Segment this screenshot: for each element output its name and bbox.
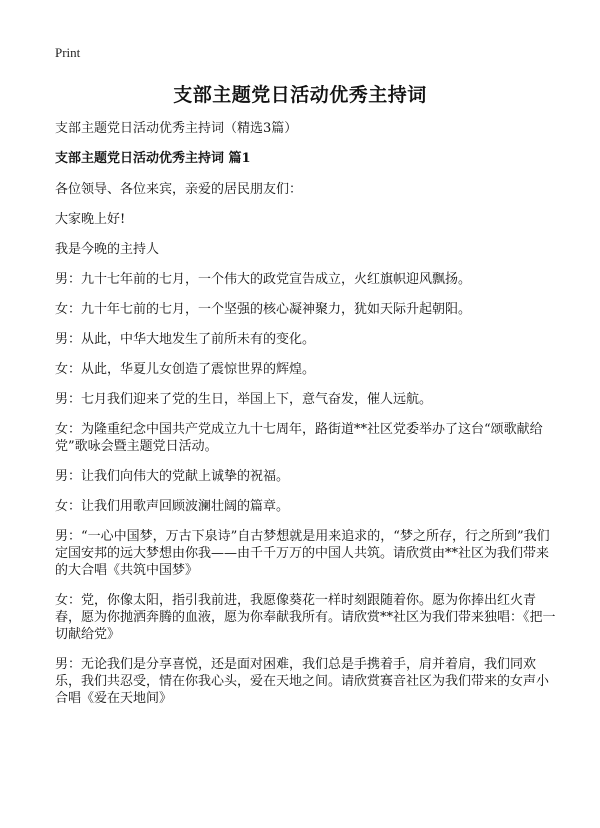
paragraph-host-intro: 我是今晚的主持人 xyxy=(55,242,160,257)
paragraph-female-1: 女：九十年七前的七月，一个坚强的核心凝神聚力，犹如天际升起朝阳。 xyxy=(55,302,472,317)
paragraph-female-3: 女：为隆重纪念中国共产党成立九十七周年，路街道**社区党委举办了这台“颂歌献给党”歌咏会暨主题党日活动。 xyxy=(55,422,543,454)
section-heading: 支部主题党日活动优秀主持词 篇1 xyxy=(55,151,251,166)
paragraph-female-5: 女：党，你像太阳，指引我前进，我愿像葵花一样时刻跟随着你。愿为你捧出红火青春，愿为你抛洒奔腾的血液，愿为你奉献我所有。请欣赏**社区为我们带来独唱：《把一切献给党》 xyxy=(55,593,556,642)
paragraph-male-3: 男：七月我们迎来了党的生日，举国上下，意气奋发，催人远航。 xyxy=(55,392,433,407)
document-title: 支部主题党日活动优秀主持词 xyxy=(173,84,427,106)
document-subtitle: 支部主题党日活动优秀主持词（精选3篇） xyxy=(55,121,298,136)
paragraph-male-1: 男：九十七年前的七月，一个伟大的政党宣告成立，火红旗帜迎风飘扬。 xyxy=(55,272,472,287)
paragraph-male-6: 男：无论我们是分享喜悦，还是面对困难，我们总是手携着手，肩并着肩，我们同欢乐，我们共忍受，情在你我心头，爱在天地之间。请欣赏赛音社区为我们带来的女声小合唱《爱在天地间》 xyxy=(55,657,550,706)
paragraph-male-5: 男：“一心中国梦，万古下泉诗”自古梦想就是用来追求的，“梦之所存，行之所到”我们定国安邦的远大梦想由你我——由千千万万的中国人共筑。请欣赏由**社区为我们带来的大合唱《共筑中国梦》 xyxy=(55,529,550,578)
paragraph-good-evening: 大家晚上好! xyxy=(55,212,126,227)
print-link[interactable]: Print xyxy=(55,45,81,60)
paragraph-male-4: 男：让我们向伟大的党献上诚挚的祝福。 xyxy=(55,469,290,484)
paragraph-male-2: 男：从此，中华大地发生了前所未有的变化。 xyxy=(55,332,316,347)
paragraph-female-2: 女：从此，华夏儿女创造了震惊世界的辉煌。 xyxy=(55,362,316,377)
document-content xyxy=(55,120,560,720)
paragraph-female-4: 女：让我们用歌声回顾波澜壮阔的篇章。 xyxy=(55,499,290,514)
paragraph-greeting: 各位领导、各位来宾，亲爱的居民朋友们： xyxy=(55,182,303,197)
